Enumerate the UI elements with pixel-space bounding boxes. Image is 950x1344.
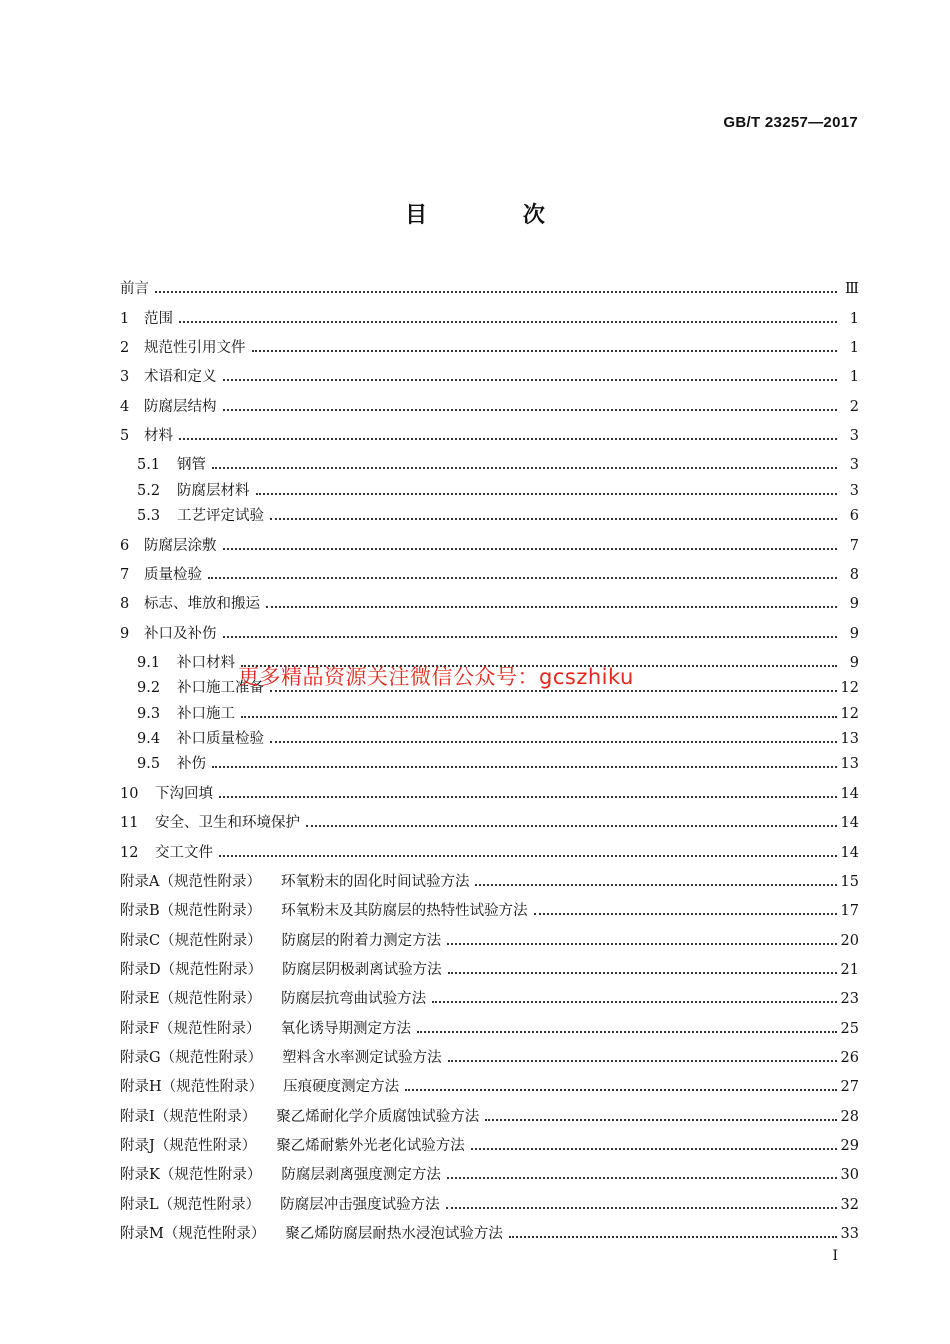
toc-entry-number: 8 — [120, 596, 130, 612]
toc-entry-title: 材料 — [144, 428, 173, 444]
toc-entry-title: 聚乙烯防腐层耐热水浸泡试验方法 — [285, 1226, 503, 1242]
toc-dot-leader — [270, 741, 837, 743]
toc-entry[interactable] — [120, 1017, 859, 1038]
toc-entry-number: 6 — [120, 538, 130, 554]
toc-entry-title: 环氧粉末及其防腐层的热特性试验方法 — [281, 903, 528, 919]
page-title: 目 次 — [405, 203, 589, 228]
toc-dot-leader — [208, 577, 837, 579]
toc-dot-leader — [417, 1031, 836, 1033]
toc-entry-title: 防腐层涂敷 — [144, 538, 217, 554]
toc-dot-leader — [155, 291, 837, 293]
toc-dot-leader — [447, 1177, 837, 1179]
toc-entry-page: 9 — [849, 626, 859, 642]
toc-entry-page: 9 — [849, 596, 859, 612]
toc-entry-title: 压痕硬度测定方法 — [283, 1079, 400, 1095]
toc-entry[interactable] — [120, 453, 859, 474]
toc-entry-title: 术语和定义 — [144, 369, 217, 385]
toc-dot-leader — [179, 438, 837, 440]
toc-entry-title: 下沟回填 — [155, 786, 213, 802]
toc-entry[interactable] — [120, 899, 859, 920]
toc-entry-title: 标志、堆放和搬运 — [144, 596, 260, 612]
toc-dot-leader — [446, 1207, 837, 1209]
toc-entry-page: 1 — [849, 340, 859, 356]
toc-dot-leader — [223, 379, 838, 381]
toc-entry-title: 防腐层冲击强度试验方法 — [280, 1197, 440, 1213]
toc-entry-page: 6 — [849, 508, 859, 524]
toc-entry[interactable] — [120, 424, 859, 445]
toc-entry-page: 13 — [840, 756, 859, 772]
toc-entry-number: 10 — [120, 786, 139, 802]
toc-entry-page: 12 — [840, 680, 859, 696]
toc-entry-title: 防腐层抗弯曲试验方法 — [281, 991, 427, 1007]
toc-entry-title: 防腐层材料 — [177, 483, 250, 499]
toc-entry[interactable] — [120, 277, 859, 298]
toc-entry[interactable] — [120, 752, 859, 773]
toc-dot-leader — [223, 409, 838, 411]
toc-entry[interactable] — [120, 365, 859, 386]
toc-dot-leader — [306, 825, 837, 827]
toc-entry-number: 附录H（规范性附录） — [120, 1079, 264, 1095]
toc-entry-number: 附录C（规范性附录） — [120, 933, 262, 949]
toc-entry[interactable] — [120, 1163, 859, 1184]
toc-entry-page: 9 — [849, 655, 859, 671]
toc-dot-leader — [471, 1148, 837, 1150]
toc-entry[interactable] — [120, 1222, 859, 1243]
toc-entry-page: 14 — [840, 815, 859, 831]
toc-entry[interactable] — [120, 395, 859, 416]
toc-entry-number: 11 — [120, 815, 139, 831]
toc-entry[interactable] — [120, 1134, 859, 1155]
toc-entry-title: 防腐层结构 — [144, 399, 217, 415]
toc-entry-page: 21 — [840, 962, 859, 978]
toc-dot-leader — [534, 913, 837, 915]
toc-entry-title: 防腐层剥离强度测定方法 — [281, 1167, 441, 1183]
toc-entry[interactable] — [120, 592, 859, 613]
toc-entry-number: 附录M（规范性附录） — [120, 1226, 266, 1242]
toc-entry-title: 聚乙烯耐紫外光老化试验方法 — [276, 1138, 465, 1154]
toc-entry[interactable] — [120, 622, 859, 643]
toc-entry[interactable] — [120, 841, 859, 862]
toc-entry[interactable] — [120, 987, 859, 1008]
toc-dot-leader — [179, 321, 837, 323]
standard-code: GB/T 23257—2017 — [723, 114, 858, 131]
toc-entry-title: 防腐层阴极剥离试验方法 — [282, 962, 442, 978]
toc-entry[interactable] — [120, 929, 859, 950]
toc-entry-page: 8 — [849, 567, 859, 583]
toc-entry[interactable] — [120, 563, 859, 584]
toc-dot-leader — [475, 884, 836, 886]
toc-entry[interactable] — [120, 504, 859, 525]
toc-dot-leader — [223, 636, 838, 638]
toc-entry-page: 28 — [840, 1109, 859, 1125]
toc-dot-leader — [447, 943, 836, 945]
toc-entry-number: 附录I（规范性附录） — [120, 1109, 257, 1125]
toc-entry-page: 1 — [849, 311, 859, 327]
toc-entry[interactable] — [120, 870, 859, 891]
toc-entry[interactable] — [120, 307, 859, 328]
toc-entry-number: 附录A（规范性附录） — [120, 874, 261, 890]
toc-entry-title: 补口施工 — [177, 706, 235, 722]
toc-entry[interactable] — [120, 782, 859, 803]
toc-dot-leader — [448, 972, 837, 974]
toc-entry-page: 23 — [840, 991, 859, 1007]
toc-entry-title: 补口施工准备 — [177, 680, 264, 696]
toc-entry-number: 9.2 — [137, 680, 161, 696]
toc-entry-number: 5.3 — [137, 508, 161, 524]
toc-entry-page: 33 — [840, 1226, 859, 1242]
toc-entry-number: 3 — [120, 369, 130, 385]
toc-entry-number: 5 — [120, 428, 130, 444]
toc-entry-title: 防腐层的附着力测定方法 — [281, 933, 442, 949]
toc-dot-leader — [270, 518, 837, 520]
toc-entry-title: 氧化诱导期测定方法 — [280, 1021, 412, 1037]
toc-entry-page: 27 — [840, 1079, 859, 1095]
toc-entry[interactable] — [120, 958, 859, 979]
toc-entry-number: 9.1 — [137, 655, 161, 671]
toc-entry-title: 规范性引用文件 — [144, 340, 246, 356]
toc-entry-number: 附录D（规范性附录） — [120, 962, 263, 978]
toc-entry-number: 7 — [120, 567, 130, 583]
toc-entry-page: 32 — [840, 1197, 859, 1213]
toc-dot-leader — [485, 1119, 836, 1121]
toc-entry-number: 9.5 — [137, 756, 161, 772]
toc-entry-title: 交工文件 — [155, 845, 213, 861]
toc-entry-page: 13 — [840, 731, 859, 747]
toc-dot-leader — [266, 606, 837, 608]
toc-entry-title: 环氧粉末的固化时间试验方法 — [280, 874, 470, 890]
toc-entry-title: 范围 — [144, 311, 173, 327]
toc-dot-leader — [212, 467, 837, 469]
toc-entry-title: 质量检验 — [144, 567, 202, 583]
toc-entry-number: 9.3 — [137, 706, 161, 722]
toc-entry-title: 安全、卫生和环境保护 — [155, 815, 300, 831]
toc-entry-page: 7 — [849, 538, 859, 554]
toc-entry-number: 附录E（规范性附录） — [120, 991, 262, 1007]
toc-dot-leader — [241, 716, 837, 718]
toc-entry-number: 1 — [120, 311, 130, 327]
toc-dot-leader — [256, 493, 838, 495]
toc-entry[interactable] — [120, 727, 859, 748]
toc-entry-title: 前言 — [120, 281, 149, 297]
toc-entry[interactable] — [120, 1193, 859, 1214]
toc-entry-number: 附录L（规范性附录） — [120, 1197, 261, 1213]
toc-entry-number: 5.2 — [137, 483, 161, 499]
toc-entry-page: 3 — [849, 483, 859, 499]
toc-entry-number: 附录B（规范性附录） — [120, 903, 262, 919]
toc-dot-leader — [252, 350, 838, 352]
toc-entry-page: Ⅲ — [845, 281, 859, 297]
toc-entry-title: 补口质量检验 — [177, 731, 264, 747]
toc-dot-leader — [432, 1001, 836, 1003]
toc-dot-leader — [405, 1089, 836, 1091]
toc-entry-page: 1 — [849, 369, 859, 385]
toc-entry-page: 17 — [840, 903, 859, 919]
toc-entry-page: 25 — [840, 1021, 859, 1037]
footer-page-number: Ⅰ — [832, 1248, 838, 1264]
toc-entry[interactable] — [120, 1046, 859, 1067]
toc-entry-page: 14 — [840, 845, 859, 861]
toc-entry-title: 补口及补伤 — [144, 626, 217, 642]
toc-entry-page: 29 — [840, 1138, 859, 1154]
toc-entry-number: 附录K（规范性附录） — [120, 1167, 262, 1183]
toc-entry-number: 5.1 — [137, 457, 161, 473]
toc-dot-leader — [223, 548, 838, 550]
toc-entry-number: 12 — [120, 845, 139, 861]
toc-entry[interactable] — [120, 702, 859, 723]
toc-entry[interactable] — [120, 1105, 859, 1126]
watermark-text: 更多精品资源关注微信公众号：gcszhiku — [238, 665, 634, 689]
toc-entry-page: 20 — [840, 933, 859, 949]
toc-dot-leader — [212, 766, 837, 768]
toc-entry-number: 附录F（规范性附录） — [120, 1021, 261, 1037]
toc-entry[interactable] — [120, 479, 859, 500]
toc-dot-leader — [448, 1060, 837, 1062]
toc-entry-title: 工艺评定试验 — [177, 508, 264, 524]
toc-entry-number: 附录G（规范性附录） — [120, 1050, 263, 1066]
toc-entry-title: 聚乙烯耐化学介质腐蚀试验方法 — [276, 1109, 480, 1125]
toc-entry-number: 9.4 — [137, 731, 161, 747]
toc-entry[interactable] — [120, 811, 859, 832]
toc-entry-page: 14 — [840, 786, 859, 802]
toc-entry-page: 3 — [849, 428, 859, 444]
toc-entry-title: 钢管 — [177, 457, 206, 473]
toc-entry-number: 9 — [120, 626, 130, 642]
toc-entry-title: 塑料含水率测定试验方法 — [282, 1050, 442, 1066]
toc-entry-page: 15 — [840, 874, 859, 890]
toc-entry-page: 30 — [840, 1167, 859, 1183]
toc-dot-leader — [509, 1236, 837, 1238]
toc-entry-page: 12 — [840, 706, 859, 722]
toc-entry-page: 26 — [840, 1050, 859, 1066]
toc-entry-number: 附录J（规范性附录） — [120, 1138, 257, 1154]
toc-entry-page: 2 — [849, 399, 859, 415]
toc-entry[interactable] — [120, 534, 859, 555]
toc-entry-title: 补伤 — [177, 756, 206, 772]
toc-dot-leader — [219, 796, 837, 798]
toc-entry-page: 3 — [849, 457, 859, 473]
toc-entry-number: 2 — [120, 340, 130, 356]
toc-entry[interactable] — [120, 336, 859, 357]
toc-entry-number: 4 — [120, 399, 130, 415]
toc-entry[interactable] — [120, 1075, 859, 1096]
toc-dot-leader — [219, 855, 837, 857]
toc-entry-title: 补口材料 — [177, 655, 235, 671]
